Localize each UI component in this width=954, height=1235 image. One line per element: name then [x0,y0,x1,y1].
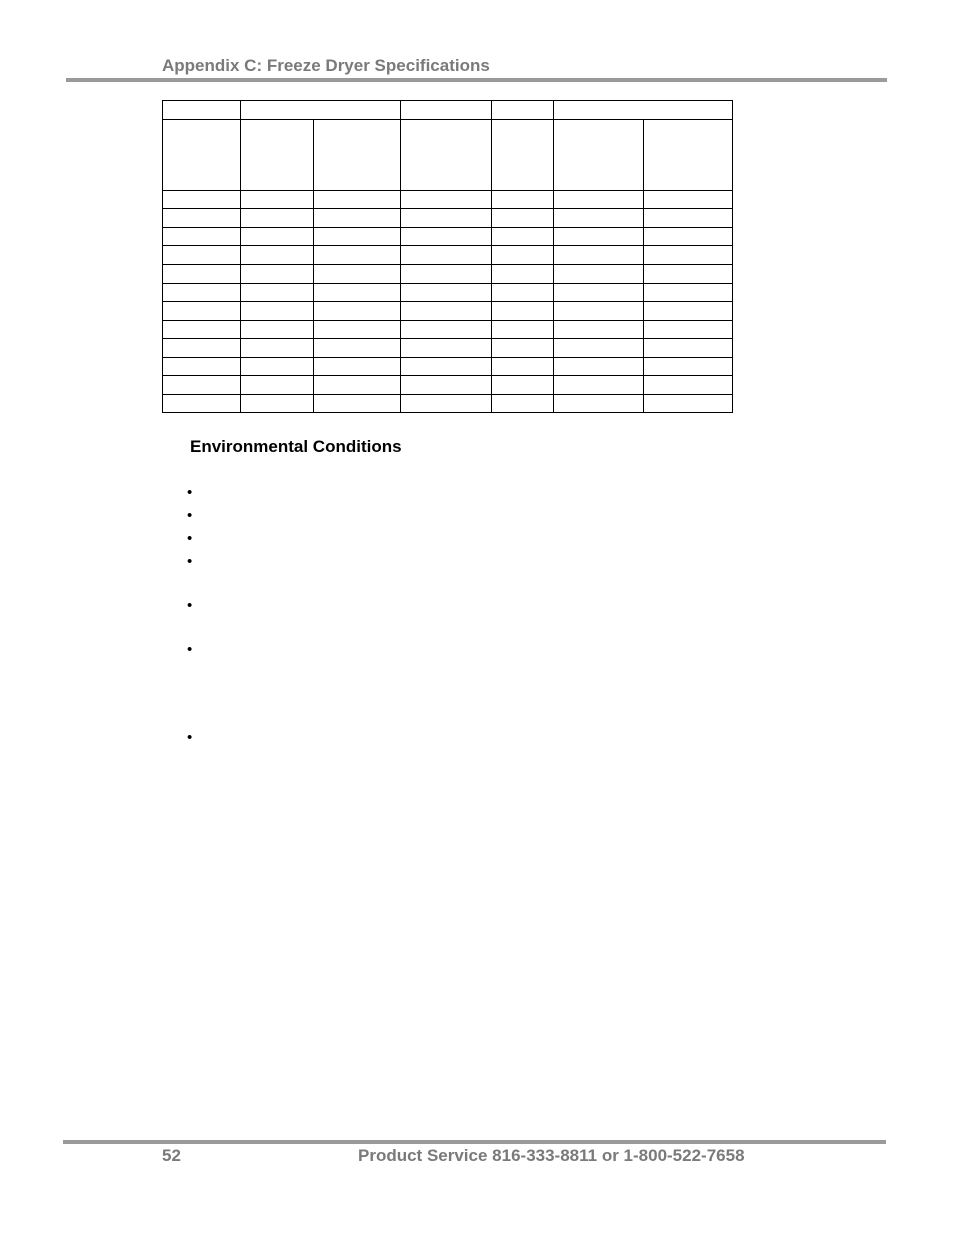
bullet-point: • [187,530,193,547]
table-cell [401,120,492,191]
table-cell [401,101,492,120]
table-cell [163,339,241,358]
table-row [163,358,733,376]
bullet-point: • [187,553,193,570]
table-cell [314,284,401,302]
table-cell [241,302,314,321]
table-row [163,209,733,228]
table-cell [241,321,314,339]
table-cell [644,339,733,358]
table-cell [554,120,644,191]
table-row [163,228,733,246]
table-cell [401,395,492,413]
table-cell [644,120,733,191]
table-cell [314,321,401,339]
table-cell [241,191,314,209]
table-cell [314,191,401,209]
table-row [163,395,733,413]
table-cell [401,228,492,246]
table-cell [241,265,314,284]
table-cell [644,191,733,209]
table-cell [163,321,241,339]
section-heading: Environmental Conditions [190,437,402,456]
table-cell [401,339,492,358]
table-cell [163,302,241,321]
table-header-row [163,101,733,120]
table-cell [163,209,241,228]
table-cell [314,358,401,376]
table-cell [314,265,401,284]
table-cell [554,358,644,376]
table-cell [554,302,644,321]
table-cell [401,209,492,228]
table-cell [492,376,554,395]
table-cell [492,339,554,358]
table-cell [492,228,554,246]
table-cell [163,358,241,376]
table-cell [554,321,644,339]
table-row [163,284,733,302]
table-subheader-row [163,120,733,191]
table-cell [644,228,733,246]
table-cell [492,246,554,265]
table-cell [314,339,401,358]
table-row [163,191,733,209]
table-cell [492,265,554,284]
table-cell [314,246,401,265]
table-cell [644,376,733,395]
table-cell [554,265,644,284]
table-cell [554,228,644,246]
table-cell [492,101,554,120]
table-cell [554,395,644,413]
table-cell [492,321,554,339]
table-cell [241,358,314,376]
table-cell [492,284,554,302]
bullet-point: • [187,507,193,524]
table-cell [163,120,241,191]
table-row [163,376,733,395]
table-cell [241,284,314,302]
page-header-title: Appendix C: Freeze Dryer Specifications [162,56,490,75]
table-cell [163,101,241,120]
table-cell [492,120,554,191]
table-cell [554,209,644,228]
table-cell [314,395,401,413]
table-cell [241,339,314,358]
table-row [163,339,733,358]
table-cell [644,302,733,321]
table-cell [644,246,733,265]
bullet-point: • [187,597,193,614]
table-cell [163,191,241,209]
product-service-contact: Product Service 816-333-8811 or 1-800-522-7658 [358,1146,745,1165]
table-cell [401,376,492,395]
table-cell [314,120,401,191]
table-cell [644,321,733,339]
table-cell [554,191,644,209]
table-cell [644,284,733,302]
table-cell [492,302,554,321]
table-cell [401,191,492,209]
table-cell [241,101,401,120]
table-cell [241,376,314,395]
table-cell [401,265,492,284]
table-cell [163,265,241,284]
table-cell [163,246,241,265]
table-cell [241,209,314,228]
table-cell [554,246,644,265]
table-cell [492,358,554,376]
table-cell [492,191,554,209]
table-cell [163,376,241,395]
table-row [163,265,733,284]
table-cell [401,284,492,302]
table-cell [241,228,314,246]
table-cell [644,395,733,413]
table-cell [492,209,554,228]
table-cell [492,395,554,413]
table-cell [241,395,314,413]
table-cell [163,228,241,246]
table-cell [314,228,401,246]
table-cell [644,209,733,228]
table-cell [644,358,733,376]
table-cell [163,284,241,302]
table-row [163,302,733,321]
table-cell [401,302,492,321]
table-cell [401,321,492,339]
bullet-point: • [187,484,193,501]
table-cell [163,395,241,413]
table-cell [401,358,492,376]
header-rule [66,78,887,82]
footer-rule [63,1140,886,1144]
table-cell [644,265,733,284]
table-cell [241,246,314,265]
table-cell [314,302,401,321]
table-cell [241,120,314,191]
table-cell [401,246,492,265]
table-row [163,321,733,339]
spec-table [162,100,733,413]
bullet-point: • [187,641,193,658]
table-cell [554,284,644,302]
bullet-point: • [187,729,193,746]
page-number: 52 [162,1146,181,1165]
table-cell [314,209,401,228]
table-cell [554,101,733,120]
table-cell [554,376,644,395]
table-cell [314,376,401,395]
table-cell [554,339,644,358]
table-row [163,246,733,265]
